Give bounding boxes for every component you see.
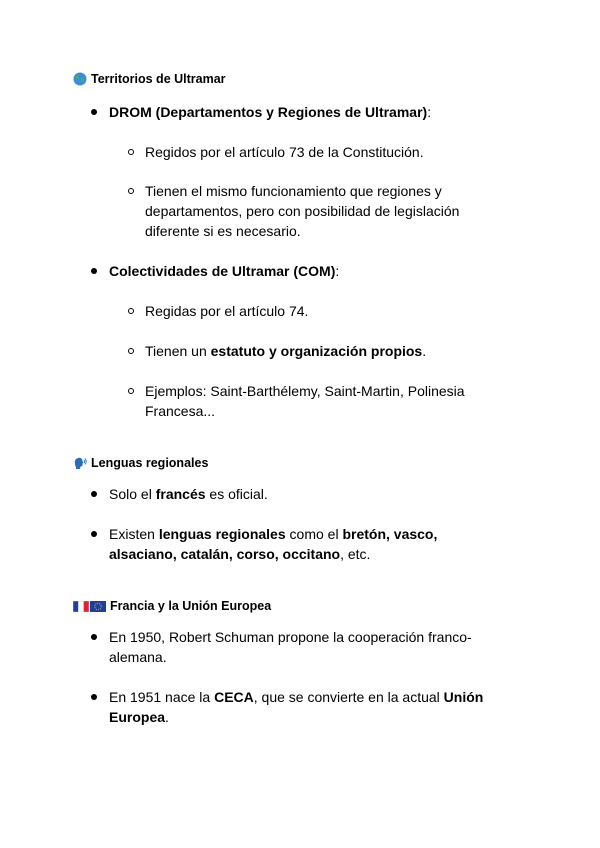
colon: : bbox=[427, 104, 432, 120]
text: . bbox=[422, 343, 427, 359]
drom-label: DROM (Departamentos y Regiones de Ultramar) bbox=[109, 104, 428, 120]
text: . bbox=[165, 709, 169, 725]
bullet-dot bbox=[91, 694, 97, 700]
eu-flag-icon bbox=[90, 601, 106, 612]
text: Solo el bbox=[109, 486, 156, 502]
bold-text: bretón, vasco, alsaciano, catalán, corso, occitano bbox=[109, 526, 438, 562]
list-item-com-sub1: Regidas por el artículo 74. bbox=[145, 303, 309, 319]
bullet-circle bbox=[128, 348, 134, 354]
flags-fr-eu-icon bbox=[73, 601, 106, 612]
list-item-drom-sub2: Tienen el mismo funcionamiento que regiones y departamentos, pero con posibilidad de legislación diferente si es necesario. bbox=[145, 183, 460, 239]
section-title: Francia y la Unión Europea bbox=[110, 599, 272, 613]
text: , que se convierte en la actual bbox=[253, 689, 444, 705]
list-item-lenguas-1 bbox=[109, 484, 529, 504]
list-item-europa-2 bbox=[109, 687, 529, 727]
bullet-circle bbox=[128, 308, 134, 314]
bullet-circle bbox=[128, 388, 134, 394]
bullet-dot bbox=[91, 109, 97, 115]
section-title: Lenguas regionales bbox=[91, 456, 209, 470]
bold-text: francés bbox=[155, 486, 206, 502]
bullet-dot bbox=[91, 491, 97, 497]
list-item-com-sub2 bbox=[145, 341, 545, 361]
list-item-com bbox=[109, 261, 529, 281]
bullet-circle bbox=[128, 149, 134, 155]
bold-text: lenguas regionales bbox=[158, 526, 286, 542]
globe-icon bbox=[73, 72, 87, 86]
text: es oficial. bbox=[205, 486, 268, 502]
list-item-drom-sub1: Regidos por el artículo 73 de la Constitución. bbox=[145, 144, 424, 160]
text: Tienen un bbox=[145, 343, 211, 359]
bullet-circle bbox=[128, 188, 134, 194]
bullet-dot bbox=[91, 268, 97, 274]
speaking-head-icon bbox=[73, 456, 87, 470]
bold-text: CECA bbox=[214, 689, 254, 705]
bullet-dot bbox=[91, 634, 97, 640]
list-item-drom bbox=[109, 102, 529, 122]
bold-text: estatuto y organización propios bbox=[210, 343, 423, 359]
section-heading-europa bbox=[73, 599, 271, 613]
colon: : bbox=[335, 263, 340, 279]
text: Existen bbox=[109, 526, 159, 542]
section-title: Territorios de Ultramar bbox=[91, 72, 226, 86]
section-heading-lenguas bbox=[73, 456, 208, 470]
com-label: Colectividades de Ultramar (COM) bbox=[109, 263, 336, 279]
list-item-lenguas-2 bbox=[109, 524, 474, 564]
bold-text: Unión Europea bbox=[109, 689, 484, 725]
list-item-com-sub3: Ejemplos: Saint-Barthélemy, Saint-Martin, Polinesia Francesa... bbox=[145, 383, 465, 419]
bullet-dot bbox=[91, 531, 97, 537]
list-item-europa-1: En 1950, Robert Schuman propone la cooperación franco-alemana. bbox=[109, 629, 472, 665]
text: En 1951 nace la bbox=[109, 689, 215, 705]
france-flag-icon bbox=[73, 601, 89, 612]
text: , etc. bbox=[340, 546, 371, 562]
text: como el bbox=[285, 526, 343, 542]
section-heading-territorios bbox=[73, 72, 226, 86]
